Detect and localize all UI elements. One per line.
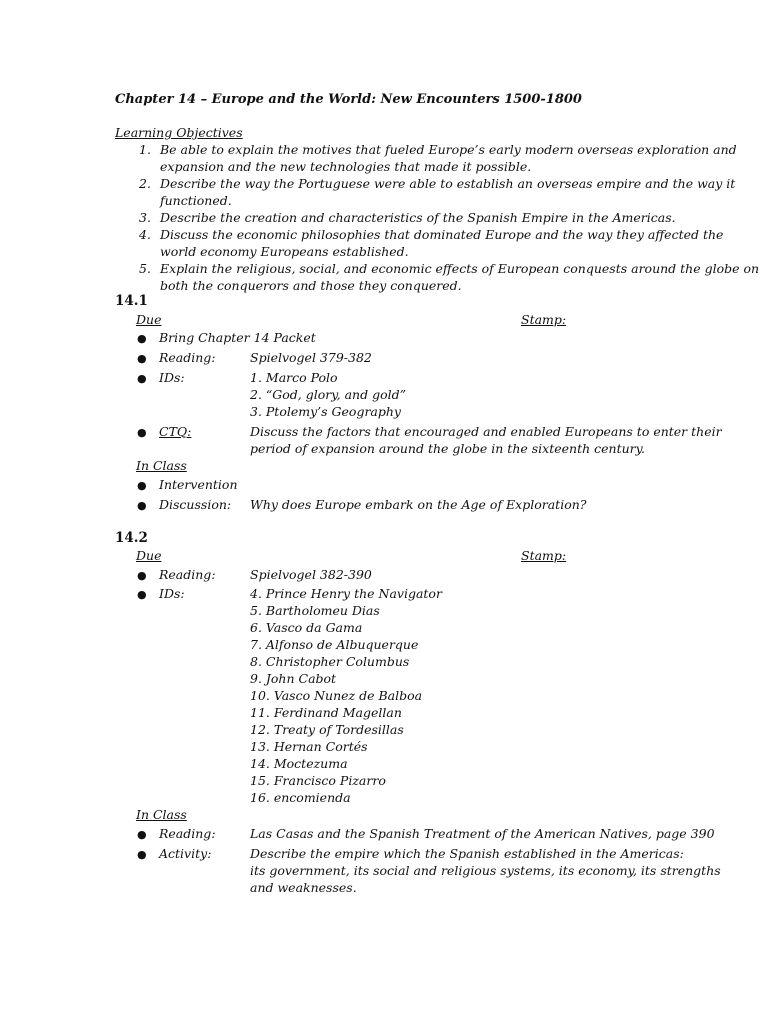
bullet-icon: ● <box>137 828 147 841</box>
objective-text: Describe the way the Portuguese were able to establish an overseas empire and the way it <box>160 176 736 191</box>
bullet-icon: ● <box>137 479 147 492</box>
objective-text: functioned. <box>160 193 232 208</box>
bullet-icon: ● <box>137 588 147 601</box>
id-item: 1. Marco Polo <box>250 370 338 385</box>
id-item: 10. Vasco Nunez de Balboa <box>250 688 423 703</box>
id-item: 9. John Cabot <box>250 671 337 686</box>
reading-label: Reading: <box>159 567 216 582</box>
objective-text: expansion and the new technologies that made it possible. <box>160 159 532 174</box>
activity-text: its government, its social and religious systems, its economy, its strengths <box>250 863 721 878</box>
due-heading: Due <box>136 548 162 563</box>
objective-text: Be able to explain the motives that fueled Europe’s early modern overseas exploration and <box>160 142 737 157</box>
id-item: 3. Ptolemy’s Geography <box>250 404 401 419</box>
ctq-label: CTQ: <box>159 424 192 439</box>
objective-number: 1. <box>139 142 151 157</box>
section-heading-14-1: 14.1 <box>115 293 148 309</box>
bullet-icon: ● <box>137 426 147 439</box>
activity-text: and weaknesses. <box>250 880 357 895</box>
id-item: 13. Hernan Cortés <box>250 739 368 754</box>
reading-label: Reading: <box>159 350 216 365</box>
intervention-item: Intervention <box>159 477 238 492</box>
activity-label: Activity: <box>159 846 212 861</box>
page-title: Chapter 14 – Europe and the World: New Encounters 1500-1800 <box>115 92 582 107</box>
id-item: 8. Christopher Columbus <box>250 654 410 669</box>
objective-text: Describe the creation and characteristics of the Spanish Empire in the Americas. <box>160 210 676 225</box>
id-item: 16. encomienda <box>250 790 351 805</box>
bullet-icon: ● <box>137 848 147 861</box>
id-item: 15. Francisco Pizarro <box>250 773 386 788</box>
objective-number: 2. <box>139 176 151 191</box>
id-item: 14. Moctezuma <box>250 756 348 771</box>
bullet-icon: ● <box>137 569 147 582</box>
id-item: 7. Alfonso de Albuquerque <box>250 637 419 652</box>
id-item: 6. Vasco da Gama <box>250 620 363 635</box>
bullet-icon: ● <box>137 372 147 385</box>
ctq-text: period of expansion around the globe in the sixteenth century. <box>250 441 646 456</box>
bullet-icon: ● <box>137 352 147 365</box>
objective-number: 5. <box>139 261 151 276</box>
objective-text: Explain the religious, social, and economic effects of European conquests around the globe on <box>160 261 760 276</box>
objective-text: both the conquerors and those they conquered. <box>160 278 462 293</box>
objective-text: world economy Europeans established. <box>160 244 409 259</box>
reading-value: Spielvogel 382-390 <box>250 567 372 582</box>
reading-value: Spielvogel 379-382 <box>250 350 372 365</box>
id-item: 4. Prince Henry the Navigator <box>250 586 442 601</box>
stamp-label: Stamp: <box>521 312 567 327</box>
ids-label: IDs: <box>159 586 185 601</box>
due-heading: Due <box>136 312 162 327</box>
in-class-heading: In Class <box>136 458 187 473</box>
reading-value: Las Casas and the Spanish Treatment of the American Natives, page 390 <box>250 826 715 841</box>
discussion-label: Discussion: <box>159 497 232 512</box>
objective-number: 3. <box>139 210 151 225</box>
objectives-heading: Learning Objectives <box>115 125 243 140</box>
in-class-heading: In Class <box>136 807 187 822</box>
bullet-icon: ● <box>137 499 147 512</box>
packet-item: Bring Chapter 14 Packet <box>159 330 316 345</box>
activity-text: Describe the empire which the Spanish established in the Americas: <box>250 846 684 861</box>
id-item: 2. “God, glory, and gold” <box>250 387 406 402</box>
discussion-value: Why does Europe embark on the Age of Exploration? <box>250 497 587 512</box>
stamp-label: Stamp: <box>521 548 567 563</box>
reading-label: Reading: <box>159 826 216 841</box>
bullet-icon: ● <box>137 332 147 345</box>
section-heading-14-2: 14.2 <box>115 530 148 546</box>
objective-number: 4. <box>139 227 151 242</box>
objective-text: Discuss the economic philosophies that dominated Europe and the way they affected the <box>160 227 724 242</box>
id-item: 12. Treaty of Tordesillas <box>250 722 404 737</box>
id-item: 5. Bartholomeu Dias <box>250 603 380 618</box>
ctq-text: Discuss the factors that encouraged and enabled Europeans to enter their <box>250 424 722 439</box>
ids-label: IDs: <box>159 370 185 385</box>
id-item: 11. Ferdinand Magellan <box>250 705 402 720</box>
